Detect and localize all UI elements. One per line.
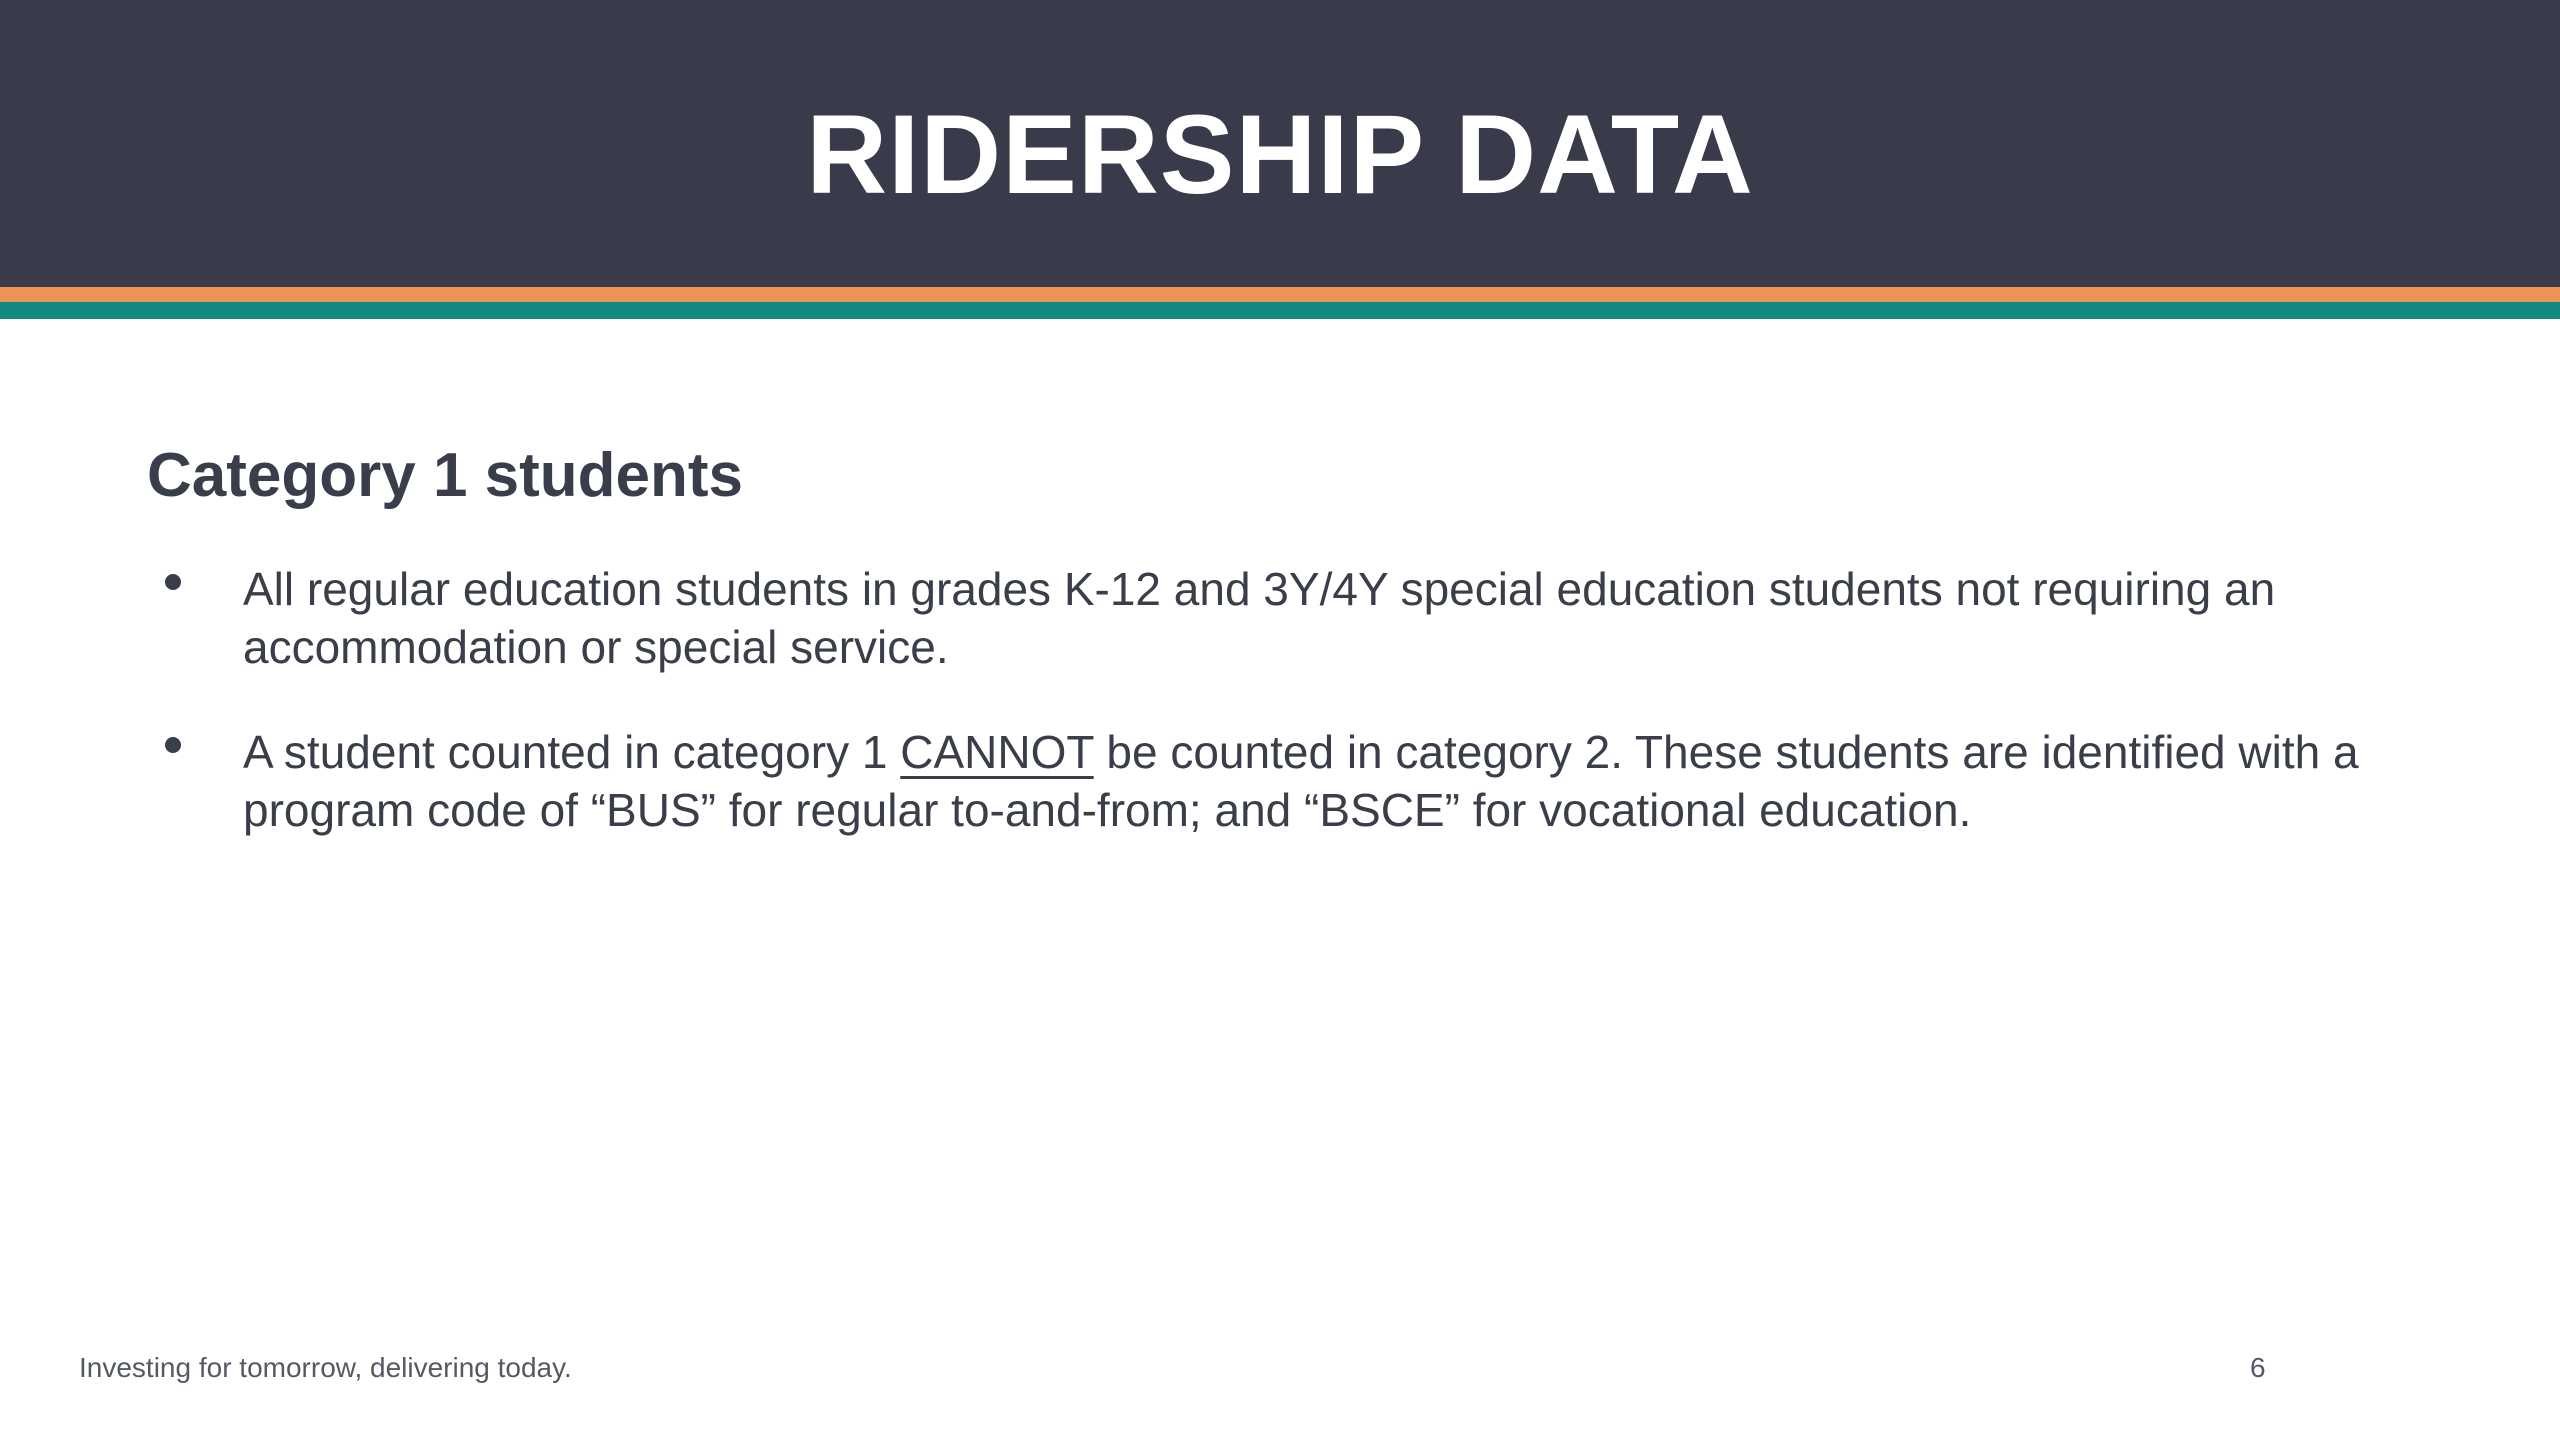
teal-divider-stripe	[0, 302, 2560, 319]
orange-divider-stripe	[0, 287, 2560, 302]
title-banner	[0, 0, 2560, 287]
footer-tagline: Investing for tomorrow, delivering today.	[79, 1352, 572, 1383]
bullet-item	[147, 560, 2417, 676]
bullet-list	[147, 560, 2417, 886]
bullet-text-after: be counted in category 2. These students are identified with a program code of “BUS” for regular to-and-from; and “BSCE” for vocational education.	[243, 726, 2359, 836]
bullet-text-before: A student counted in category 1	[243, 726, 901, 778]
page-number: 6	[2250, 1352, 2266, 1383]
section-heading: Category 1 students	[147, 441, 744, 510]
slide-title: RIDERSHIP DATA	[806, 92, 1754, 217]
bullet-item	[147, 723, 2417, 839]
bullet-text: All regular education students in grades K-12 and 3Y/4Y special education students not requiring an accommodation or special service.	[243, 563, 2276, 673]
bullet-dot-icon	[165, 574, 181, 590]
bullet-emphasis-cannot: CANNOT	[900, 726, 1094, 778]
bullet-dot-icon	[165, 737, 181, 753]
